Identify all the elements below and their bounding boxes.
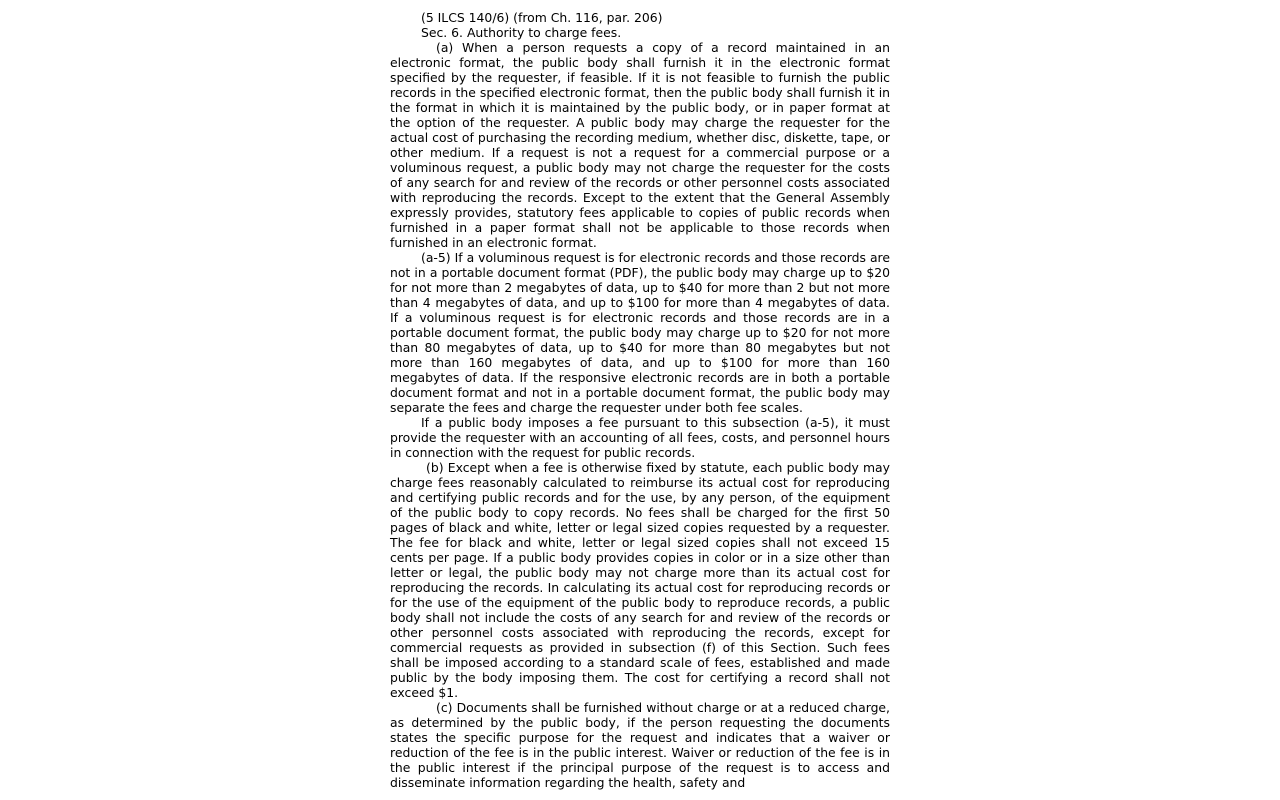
statute-citation: (5 ILCS 140/6) (from Ch. 116, par. 206): [421, 10, 663, 25]
paragraph-b: (b) Except when a fee is otherwise fixed by statute, each public body may charge fees reasonably calculated to reimburse its actual cost for reproducing and certifying public records and for the use, by any person, of the equipment of the public body to copy records. No fees shall be charged for the first 50 pages of black and white, letter or legal sized copies requested by a requester. The fee for black and white, letter or legal sized copies shall not exceed 15 cents per page. If a public body provides copies in color or in a size other than letter or legal, the public body may not charge more than its actual cost for reproducing the records. In calculating its actual cost for reproducing records or for the use of the equipment of the public body to reproduce records, a public body shall not include the costs of any search for and review of the records or other personnel costs associated with reproducing the records, except for commercial requests as provided in subsection (f) of this Section. Such fees shall be imposed according to a standard scale of fees, established and made public by the body imposing them. The cost for certifying a record shall not exceed $1.: [390, 460, 890, 700]
paragraph-a-5-accounting: If a public body imposes a fee pursuant to this subsection (a-5), it must provide the requester with an accounting of all fees, costs, and personnel hours in connection with the request for public records.: [390, 415, 890, 460]
paragraph-a-5: (a-5) If a voluminous request is for electronic records and those records are not in a portable document format (PDF), the public body may charge up to $20 for not more than 2 megabytes of data, up to $40 for more than 2 but not more than 4 megabytes of data, and up to $100 for more than 4 megabytes of data. If a voluminous request is for electronic records and those records are in a portable document format, the public body may charge up to $20 for not more than 80 megabytes of data, up to $40 for more than 80 megabytes but not more than 160 megabytes of data, and up to $100 for more than 160 megabytes of data. If the responsive electronic records are in both a portable document format and not in a portable document format, the public body may separate the fees and charge the requester under both fee scales.: [390, 250, 890, 415]
paragraph-c: (c) Documents shall be furnished without charge or at a reduced charge, as determined by the public body, if the person requesting the documents states the specific purpose for the request and indicates that a waiver or reduction of the fee is in the public interest. Waiver or reduction of the fee is in the public interest if the principal purpose of the request is to access and disseminate information regarding the health, safety and: [390, 700, 890, 790]
paragraph-a: (a) When a person requests a copy of a record maintained in an electronic format, the public body shall furnish it in the electronic format specified by the requester, if feasible. If it is not feasible to furnish the public records in the specified electronic format, then the public body shall furnish it in the format in which it is maintained by the public body, or in paper format at the option of the requester. A public body may charge the requester for the actual cost of purchasing the recording medium, whether disc, diskette, tape, or other medium. If a request is not a request for a commercial purpose or a voluminous request, a public body may not charge the requester for the costs of any search for and review of the records or other personnel costs associated with reproducing the records. Except to the extent that the General Assembly expressly provides, statutory fees applicable to copies of public records when furnished in a paper format shall not be applicable to those records when furnished in an electronic format.: [390, 40, 890, 250]
section-title: Sec. 6. Authority to charge fees.: [421, 25, 622, 40]
statute-document: [390, 10, 890, 790]
